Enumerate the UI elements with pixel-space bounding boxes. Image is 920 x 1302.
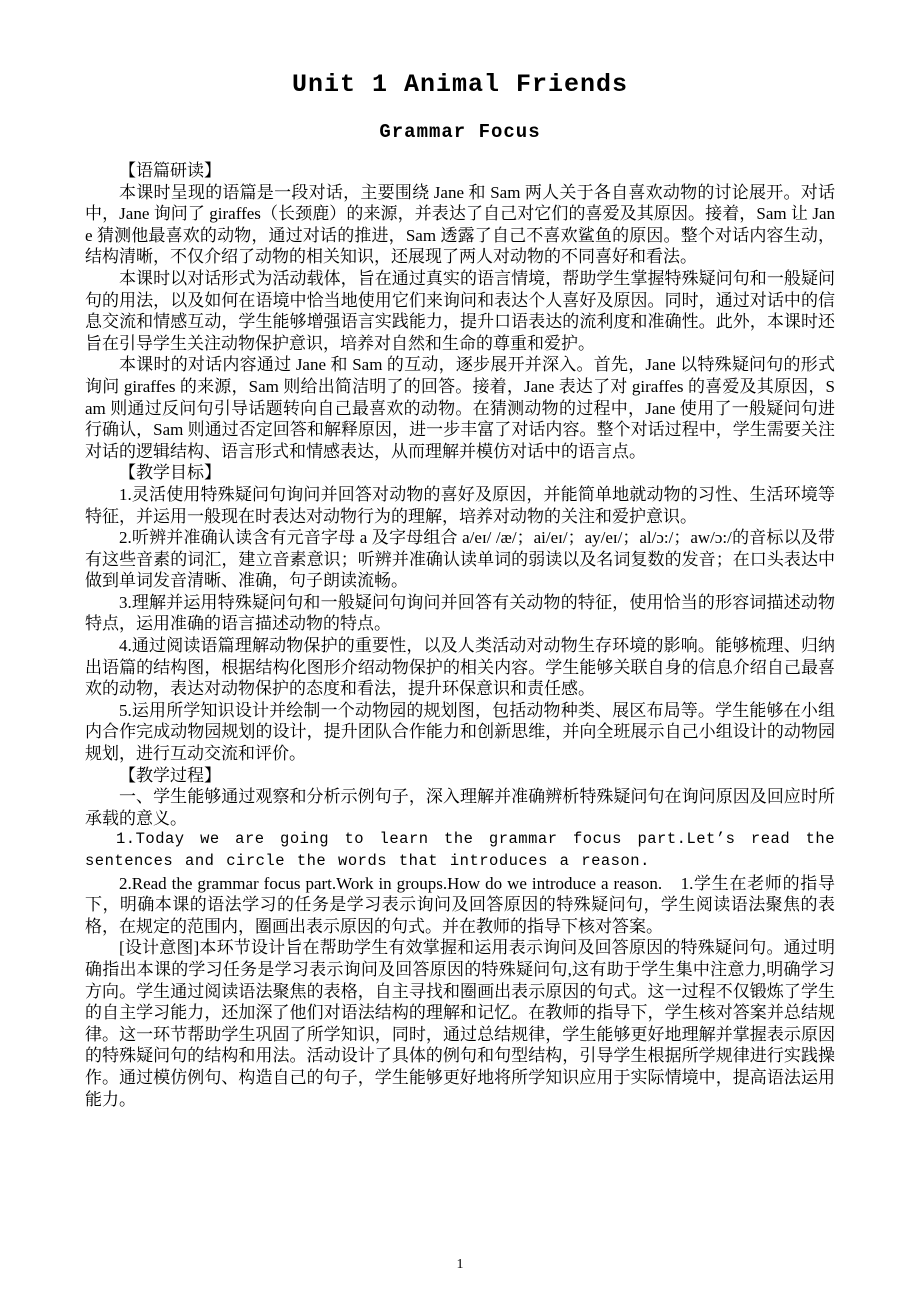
paragraph-process-intro: 一、学生能够通过观察和分析示例句子，深入理解并准确辨析特殊疑问句在询问原因及回应时所承载的意义。: [85, 787, 835, 828]
paragraph-objective-1: 1.灵活使用特殊疑问句询问并回答对动物的喜好及原因，并能简单地就动物的习性、生活环境等特征，并运用一般现在时表达对动物行为的理解，培养对动物的关注和爱护意识。: [85, 484, 835, 526]
paragraph-objective-3: 3.理解并运用特殊疑问句和一般疑问句询问并回答有关动物的特征，使用恰当的形容词描述动物特点，运用准确的语言描述动物的特点。: [85, 592, 835, 634]
page-number: 1: [456, 1257, 464, 1272]
section-heading-teaching-objectives: 【教学目标】: [119, 463, 221, 483]
document-title: Unit 1 Animal Friends: [291, 70, 629, 99]
document-subtitle: Grammar Focus: [379, 121, 541, 143]
paragraph-objective-2: 2.听辨并准确认读含有元音字母 a 及字母组合 a/eɪ/ /æ/；ai/eɪ/；ay/eɪ/；al/ɔ:/；aw/ɔ:/的音标以及带有这些音素的词汇，建立音素意识；听辨并准确认读单词的弱读以及名词复数的发音；在口头表达中做到单词发音清晰、准确，句子朗读流畅。: [85, 528, 835, 591]
paragraph-process-step-1-english: 1.Today we are going to learn the grammar focus part.Let’s read the sentences and circle the words that introduces a reason.: [85, 830, 835, 870]
section-heading-teaching-process: 【教学过程】: [119, 765, 221, 785]
paragraph-text-analysis-3: 本课时的对话内容通过 Jane 和 Sam 的互动，逐步展开并深入。首先，Jane 以特殊疑问句的形式询问 giraffes 的来源，Sam 则给出简洁明了的回答。接着，Jane 表达了对 giraffes 的喜爱及其原因，Sam 则通过反问句引导话题转向自己最喜欢的动物。在猜测动物的过程中，Jane 使用了一般疑问句进行确认，Sam 则通过否定回答和解释原因，进一步丰富了对话内容。整个对话过程中，学生需要关注对话的逻辑结构、语言形式和情感表达，从而理解并模仿对话中的语言点。: [85, 355, 835, 461]
paragraph-design-intent: [设计意图]本环节设计旨在帮助学生有效掌握和运用表示询问及回答原因的特殊疑问句。通过明确指出本课的学习任务是学习表示询问及回答原因的特殊疑问句,这有助于学生集中注意力,明确学习方向。学生通过阅读语法聚焦的表格，自主寻找和圈画出表示原因的句式。这一过程不仅锻炼了学生的自主学习能力，还加深了他们对语法结构的理解和记忆。在教师的指导下，学生核对答案并总结规律。这一环节帮助学生巩固了所学知识，同时，通过总结规律，学生能够更好地理解并掌握表示原因的特殊疑问句的结构和用法。活动设计了具体的例句和句型结构，引导学生根据所学规律进行实践操作。通过模仿例句、构造自己的句子，学生能够更好地将所学知识应用于实际情境中，提高语法运用能力。: [85, 938, 835, 1109]
paragraph-process-step-2: 2.Read the grammar focus part.Work in groups.How do we introduce a reason. 1.学生在老师的指导下，明确本课的语法学习的任务是学习表示询问及回答原因的特殊疑问句，学生阅读语法聚焦的表格，在规定的范围内，圈画出表示原因的句式。并在教师的指导下核对答案。: [85, 873, 835, 936]
paragraph-text-analysis-2: 本课时以对话形式为活动载体，旨在通过真实的语言情境，帮助学生掌握特殊疑问句和一般疑问句的用法，以及如何在语境中恰当地使用它们来询问和表达个人喜好及原因。同时，通过对话中的信息交流和情感互动，学生能够增强语言实践能力，提升口语表达的流利度和准确性。此外，本课时还旨在引导学生关注动物保护意识，培养对自然和生命的尊重和爱护。: [85, 268, 835, 353]
section-heading-text-analysis: 【语篇研读】: [119, 161, 221, 180]
paragraph-objective-5: 5.运用所学知识设计并绘制一个动物园的规划图，包括动物种类、展区布局等。学生能够在小组内合作完成动物园规划的设计，提升团队合作能力和创新思维，并向全班展示自己小组设计的动物园规划，进行互动交流和评价。: [85, 700, 835, 764]
paragraph-objective-4: 4.通过阅读语篇理解动物保护的重要性，以及人类活动对动物生存环境的影响。能够梳理、归纳出语篇的结构图，根据结构化图形介绍动物保护的相关内容。学生能够关联自身的信息介绍自己最喜欢的动物，表达对动物保护的态度和看法，提升环保意识和责任感。: [85, 636, 835, 699]
paragraph-text-analysis-1: 本课时呈现的语篇是一段对话，主要围绕 Jane 和 Sam 两人关于各自喜欢动物的讨论展开。对话中，Jane 询问了 giraffes（长颈鹿）的来源，并表达了自己对它们的喜爱及其原因。接着，Sam 让 Jane 猜测他最喜欢的动物，通过对话的推进，Sam 透露了自己不喜欢鲨鱼的原因。整个对话内容生动，结构清晰，不仅介绍了动物的相关知识，还展现了两人对动物的不同喜好和看法。: [85, 182, 835, 267]
document-body: [85, 160, 835, 1110]
